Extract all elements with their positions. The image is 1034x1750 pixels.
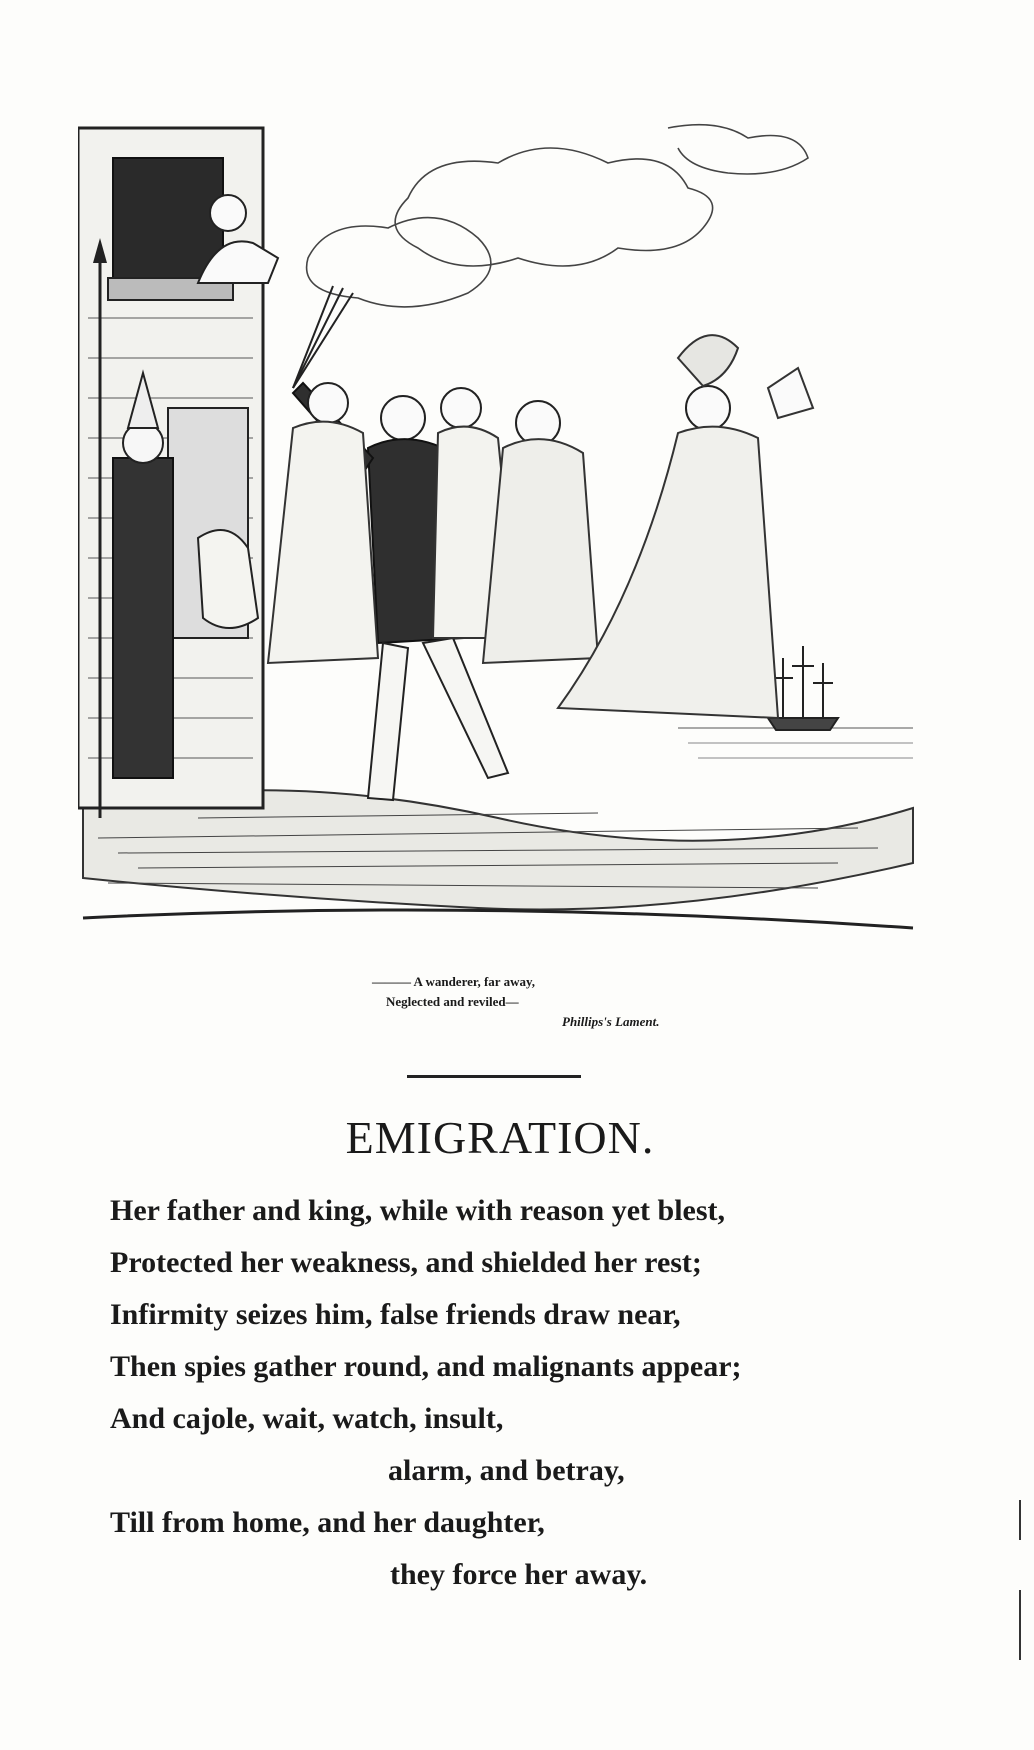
poem-line-6: alarm, and betray,	[388, 1454, 625, 1487]
engraving-illustration	[78, 118, 918, 946]
scan-margin-mark	[1019, 1500, 1021, 1540]
poem-line-1: Her father and king, while with reason yet blest,	[110, 1194, 726, 1227]
poem-line-2: Protected her weakness, and shielded her rest;	[110, 1246, 702, 1279]
epigraph-attribution: Phillips's Lament.	[562, 1014, 660, 1029]
poem-line-8: they force her away.	[390, 1558, 648, 1591]
poem-line-4: Then spies gather round, and malignants appear;	[110, 1350, 742, 1383]
poem-line-5: And cajole, wait, watch, insult,	[110, 1402, 504, 1435]
poem-title: EMIGRATION.	[345, 1112, 655, 1163]
poem-line-3: Infirmity seizes him, false friends draw near,	[110, 1298, 681, 1331]
engraving-image	[78, 118, 918, 946]
scan-margin-mark	[1019, 1590, 1021, 1660]
epigraph-line-2: Neglected and reviled—	[386, 994, 519, 1009]
poem-line-7: Till from home, and her daughter,	[110, 1506, 545, 1539]
epigraph-line-1: ——— A wanderer, far away,	[372, 974, 535, 989]
section-divider	[407, 1075, 581, 1078]
